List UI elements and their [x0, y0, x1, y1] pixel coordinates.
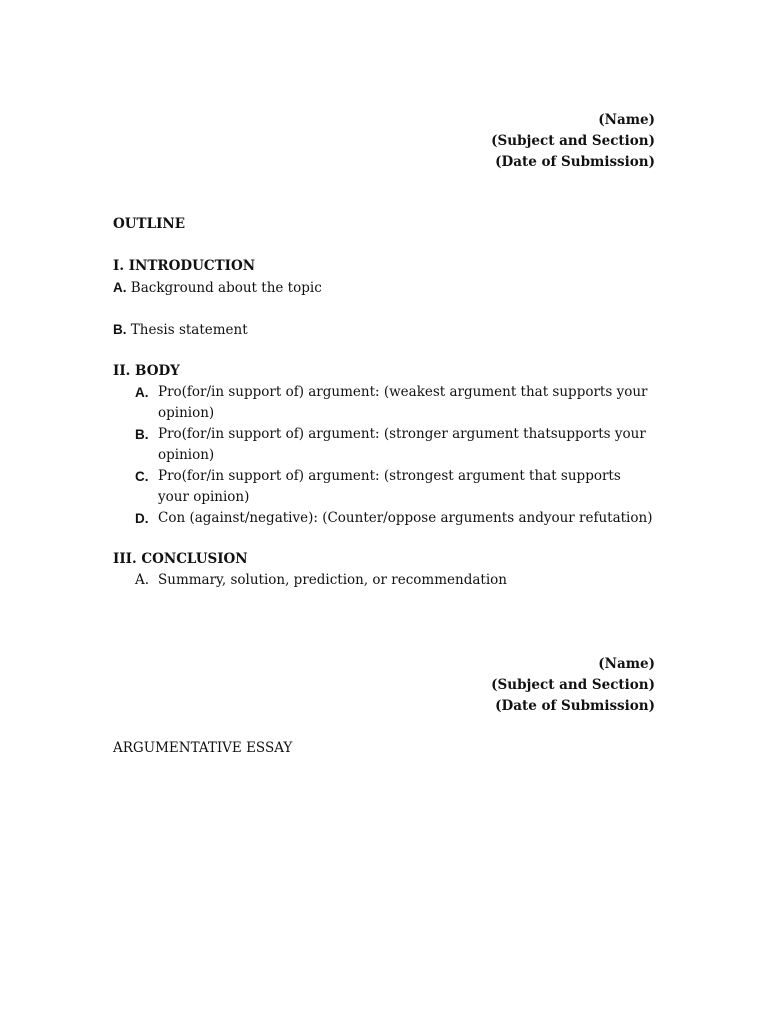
item-letter: A. [135, 572, 150, 588]
item-text: Summary, solution, prediction, or recommendation [158, 572, 507, 588]
essay-title: ARGUMENTATIVE ESSAY [113, 740, 293, 756]
header-date: (Date of Submission) [495, 698, 655, 714]
introduction-heading: I. INTRODUCTION [113, 258, 256, 274]
introduction-item-a [113, 277, 673, 299]
header-top [355, 110, 655, 173]
item-text: Con (against/negative): (Counter/oppose arguments andyour refutation) [158, 510, 653, 526]
outline-title: OUTLINE [113, 216, 186, 232]
header-subject: (Subject and Section) [491, 677, 655, 693]
header-subject: (Subject and Section) [491, 133, 655, 149]
item-text: Pro(for/in support of) argument: (weakest argument that supports your opinion) [158, 384, 648, 421]
body-heading: II. BODY [113, 363, 180, 379]
introduction-item-b [113, 319, 673, 341]
item-letter: D. [135, 511, 149, 526]
body-item-d [135, 508, 655, 529]
item-text: Thesis statement [126, 322, 248, 338]
item-text: Pro(for/in support of) argument: (stronger argument thatsupports your opinion) [158, 426, 646, 463]
conclusion-heading: III. CONCLUSION [113, 551, 248, 567]
header-bottom [355, 654, 655, 717]
body-list [135, 382, 655, 529]
item-letter: A. [135, 385, 149, 400]
item-letter: A. [113, 280, 127, 295]
header-name: (Name) [598, 656, 655, 672]
item-text: Background about the topic [126, 280, 322, 296]
item-letter: B. [113, 322, 127, 337]
body-item-b [135, 424, 655, 466]
item-letter: C. [135, 469, 149, 484]
body-item-c [135, 466, 655, 508]
body-item-a [135, 382, 655, 424]
conclusion-item-a [135, 570, 655, 591]
conclusion-list [135, 570, 655, 591]
item-letter: B. [135, 427, 149, 442]
item-text: Pro(for/in support of) argument: (strongest argument that supports your opinion) [158, 468, 621, 505]
header-date: (Date of Submission) [495, 154, 655, 170]
header-name: (Name) [598, 112, 655, 128]
